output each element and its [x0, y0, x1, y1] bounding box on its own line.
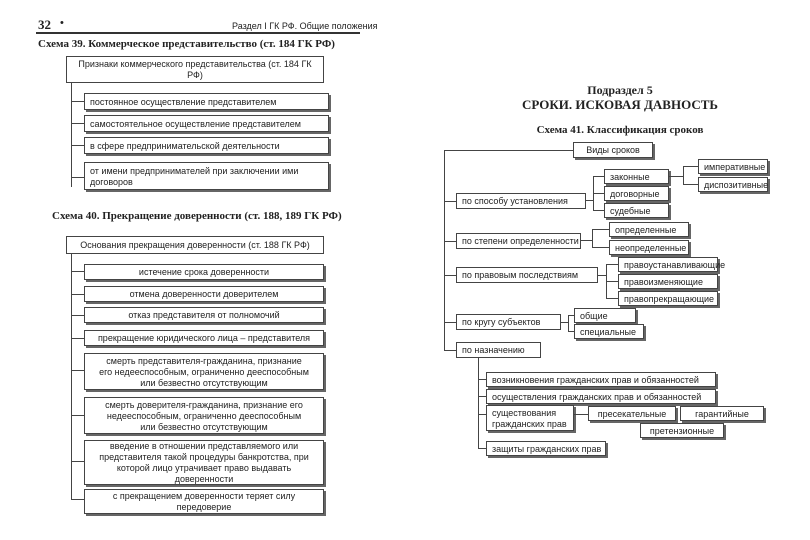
scheme40-top-box: Основания прекращения доверенности (ст. 188 ГК РФ) — [66, 236, 324, 254]
scheme41-dispositive: диспозитивные — [698, 177, 768, 192]
scheme41-preclusive: пресекательные — [588, 406, 676, 421]
scheme40-item-4: прекращение юридического лица – представителя — [84, 330, 324, 346]
scheme40-item-2: отмена доверенности доверителем — [84, 286, 324, 302]
subsection-number: Подраздел 5 — [587, 83, 653, 97]
scheme41-by-consequences: по правовым последствиям — [456, 267, 598, 283]
scheme41-protection: защиты гражданских прав — [486, 441, 606, 456]
scheme39-item-2: самостоятельное осуществление представителем — [84, 115, 329, 132]
scheme41-definite: определенные — [609, 222, 689, 237]
scheme41-root: Виды сроков — [573, 142, 653, 158]
scheme41-right-terminating: правопрекращающие — [618, 291, 718, 306]
scheme41-by-certainty: по степени определенности — [456, 233, 581, 249]
scheme41-main-connector — [444, 150, 445, 350]
scheme41-indefinite: неопределенные — [609, 240, 689, 255]
scheme41-right-establishing: правоустанавливающие — [618, 257, 718, 272]
scheme41-title: Схема 41. Классификация сроков — [536, 124, 704, 136]
header-bullet: • — [60, 17, 64, 29]
scheme41-contractual: договорные — [604, 186, 669, 201]
scheme41-by-method: по способу установления — [456, 193, 586, 209]
scheme41-by-subjects: по кругу субъектов — [456, 314, 561, 330]
scheme39-item-3: в сфере предпринимательской деятельности — [84, 137, 329, 154]
scheme39-title: Схема 39. Коммерческое представительство (ст. 184 ГК РФ) — [38, 38, 335, 50]
scheme41-existence: существования гражданских прав — [486, 405, 574, 431]
scheme41-emergence: возникновения гражданских прав и обязанностей — [486, 372, 716, 387]
scheme41-exercise: осуществления гражданских прав и обязанностей — [486, 389, 716, 404]
scheme41-claims: претензионные — [640, 423, 724, 438]
subsection-title: СРОКИ. ИСКОВАЯ ДАВНОСТЬ — [521, 97, 719, 112]
scheme40-title: Схема 40. Прекращение доверенности (ст. 188, 189 ГК РФ) — [52, 210, 342, 222]
page-number: 32 — [38, 17, 51, 32]
scheme40-item-7: введение в отношении представляемого или представителя такой процедуры банкротства, при которой лицо утрачивает право выдавать доверенности — [84, 440, 324, 485]
header-rule — [36, 32, 360, 34]
scheme40-item-1: истечение срока доверенности — [84, 264, 324, 280]
scheme41-judicial: судебные — [604, 203, 669, 218]
scheme39-item-1: постоянное осуществление представителем — [84, 93, 329, 110]
scheme41-by-purpose: по назначению — [456, 342, 541, 358]
scheme40-item-6: смерть доверителя-гражданина, признание его недееспособным, ограниченно дееспособным или безвестно отсутствующим — [84, 397, 324, 434]
scheme41-warranty: гарантийные — [680, 406, 764, 421]
scheme41-statutory: законные — [604, 169, 669, 184]
scheme41-imperative: императивные — [698, 159, 768, 174]
scheme41-general: общие — [574, 308, 636, 323]
scheme40-item-3: отказ представителя от полномочий — [84, 307, 324, 323]
scheme41-right-changing: правоизменяющие — [618, 274, 718, 289]
scheme40-item-5: смерть представителя-гражданина, признание его недееспособным, ограниченно дееспособным или безвестно отсутствующим — [84, 353, 324, 390]
scheme41-purpose-connector — [478, 358, 479, 448]
scheme39-connector — [71, 83, 72, 187]
scheme40-item-8: с прекращением доверенности теряет силу передоверие — [84, 489, 324, 514]
scheme41-special: специальные — [574, 324, 644, 339]
scheme39-item-4: от имени предпринимателей при заключении ими договоров — [84, 162, 329, 190]
scheme39-top-box: Признаки коммерческого представительства (ст. 184 ГК РФ) — [66, 56, 324, 83]
scheme40-connector — [71, 254, 72, 499]
running-title: Раздел I ГК РФ. Общие положения — [232, 21, 378, 31]
